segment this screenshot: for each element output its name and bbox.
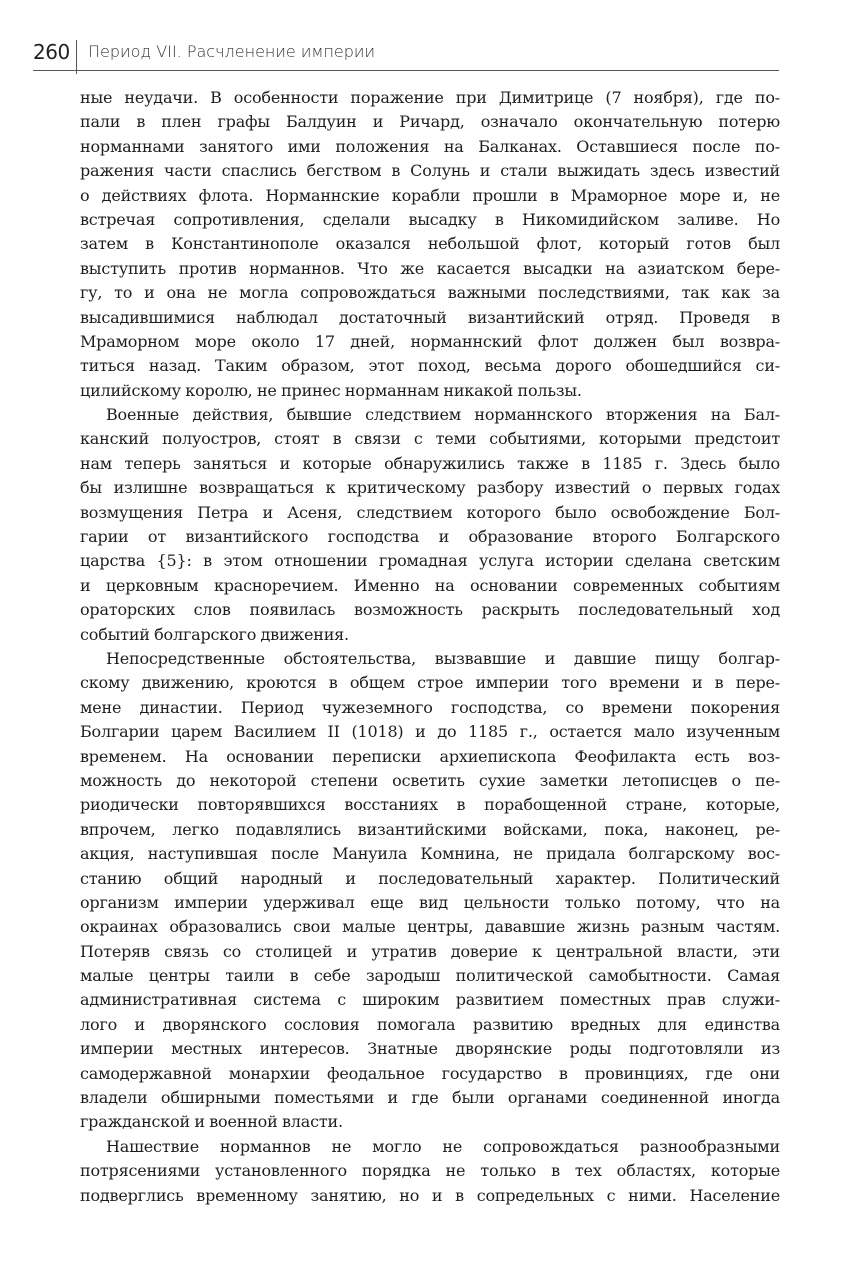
text-line: нам теперь заняться и которые обнаружились также в 1185 г. Здесь было bbox=[80, 453, 780, 473]
paragraph-first-line: Нашествие норманнов не могло не сопровождаться разнообразными bbox=[106, 1136, 780, 1156]
paragraph-first-line: Военные действия, бывшие следствием норманнского вторжения на Бал- bbox=[106, 405, 780, 425]
text-line: самодержавной монархии феодальное государство в провинциях, где они bbox=[80, 1063, 780, 1083]
text-line: канский полуостров, стоят в связи с теми событиями, которыми предстоит bbox=[80, 429, 780, 449]
text-line: норманнами занятого ими положения на Балканах. Оставшиеся после по- bbox=[80, 136, 780, 156]
text-line: акция, наступившая после Мануила Комнина, не придала болгарскому вос- bbox=[80, 844, 780, 864]
text-line: пали в плен графы Балдуин и Ричард, означало окончательную потерю bbox=[80, 112, 780, 132]
running-header bbox=[33, 36, 779, 71]
text-line: царства {5}: в этом отношении громадная услуга истории сделана светским bbox=[80, 551, 780, 571]
text-line: империи местных интересов. Знатные дворянские роды подготовляли из bbox=[80, 1039, 780, 1059]
text-line: владели обширными поместьями и где были органами соединенной иногда bbox=[80, 1088, 780, 1108]
page-number: 260 bbox=[33, 40, 70, 64]
text-line: Болгарии царем Василием II (1018) и до 1185 г., остается мало изученным bbox=[80, 722, 780, 742]
text-line: можность до некоторой степени осветить сухие заметки летописцев о пе- bbox=[80, 770, 780, 790]
text-line: гу, то и она не могла сопровождаться важными последствиями, так как за bbox=[80, 283, 780, 303]
text-line: гарии от византийского господства и образование второго Болгарского bbox=[80, 527, 780, 547]
text-line: ные неудачи. В особенности поражение при Димитрице (7 ноября), где по- bbox=[80, 88, 780, 107]
text-line: цилийскому королю, не принес норманнам никакой пользы. bbox=[80, 380, 582, 400]
paragraph-first-line: Непосредственные обстоятельства, вызвавшие и давшие пищу болгар- bbox=[106, 648, 780, 668]
text-line: гражданской и военной власти. bbox=[80, 1112, 343, 1132]
text-line: о действиях флота. Норманнские корабли прошли в Мраморное море и, не bbox=[80, 185, 780, 205]
text-line: станию общий народный и последовательный характер. Политический bbox=[80, 868, 780, 888]
header-divider bbox=[76, 40, 77, 74]
text-line: административная система с широким развитием поместных прав служи- bbox=[80, 990, 780, 1010]
text-line: потрясениями установленного порядка не только в тех областях, которые bbox=[80, 1161, 780, 1181]
text-line: временем. На основании переписки архиепископа Феофилакта есть воз- bbox=[80, 746, 780, 766]
text-line: лого и дворянского сословия помогала развитию вредных для единства bbox=[80, 1014, 780, 1034]
text-line: Потеряв связь со столицей и утратив доверие к центральной власти, эти bbox=[80, 941, 780, 961]
text-line: выступить против норманнов. Что же касается высадки на азиатском бере- bbox=[80, 258, 780, 278]
text-line: и церковным красноречием. Именно на основании современных событиям bbox=[80, 575, 780, 595]
text-line: высадившимися наблюдал достаточный византийский отряд. Проведя в bbox=[80, 307, 780, 327]
text-line: ораторских слов появилась возможность раскрыть последовательный ход bbox=[80, 600, 780, 620]
text-line: ражения части спаслись бегством в Солунь и стали выжидать здесь известий bbox=[80, 161, 780, 181]
text-line: Мраморном море около 17 дней, норманнский флот должен был возвра- bbox=[80, 331, 780, 351]
text-line: окраинах образовались свои малые центры, дававшие жизнь разным частям. bbox=[80, 917, 780, 937]
text-line: затем в Константинополе оказался небольшой флот, который готов был bbox=[80, 234, 780, 254]
text-line: риодически повторявшихся восстаниях в порабощенной стране, которые, bbox=[80, 795, 780, 815]
text-line: событий болгарского движения. bbox=[80, 624, 349, 644]
text-line: малые центры таили в себе зародыш политической самобытности. Самая bbox=[80, 966, 780, 986]
text-line: подверглись временному занятию, но и в сопредельных с ними. Население bbox=[80, 1185, 780, 1205]
text-line: скому движению, кроются в общем строе империи того времени и в пере- bbox=[80, 673, 780, 693]
running-title: Период VII. Расчленение империи bbox=[88, 42, 375, 61]
body-text bbox=[80, 86, 780, 1208]
text-line: встречая сопротивления, сделали высадку в Никомидийском заливе. Но bbox=[80, 209, 780, 229]
text-line: возмущения Петра и Асеня, следствием которого было освобождение Бол- bbox=[80, 502, 780, 522]
text-line: мене династии. Период чужеземного господства, со времени покорения bbox=[80, 697, 780, 717]
text-line: титься назад. Таким образом, этот поход, весьма дорого обошедшийся си- bbox=[80, 356, 780, 376]
text-line: бы излишне возвращаться к критическому разбору известий о первых годах bbox=[80, 478, 780, 498]
text-line: организм империи удерживал еще вид цельности только потому, что на bbox=[80, 892, 780, 912]
text-line: впрочем, легко подавлялись византийскими войсками, пока, наконец, ре- bbox=[80, 819, 780, 839]
